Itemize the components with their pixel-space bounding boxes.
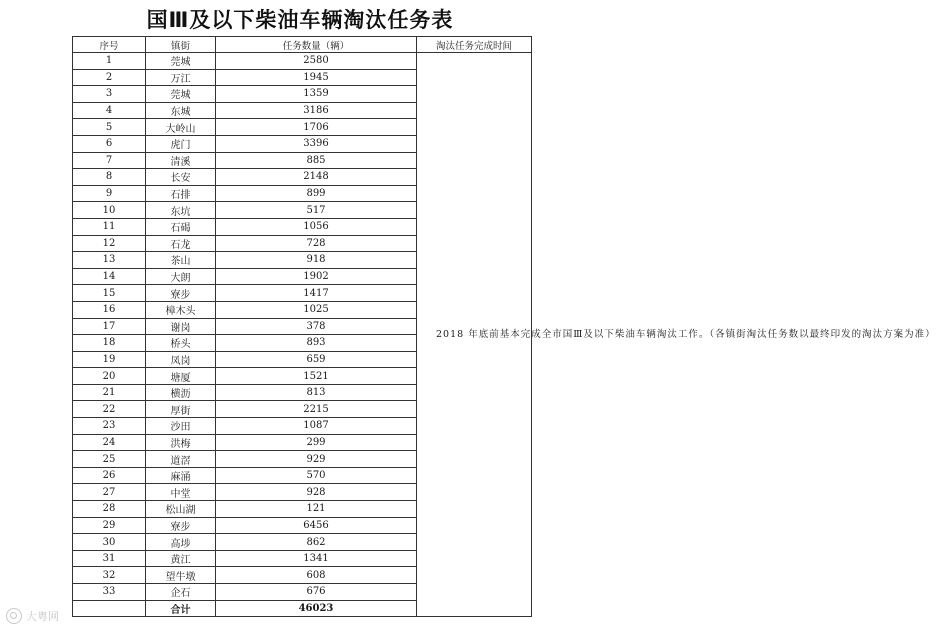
watermark-text: 大粤网	[26, 610, 59, 623]
cell-quantity: 3396	[216, 135, 417, 152]
cell-index: 9	[73, 185, 146, 202]
cell-quantity: 1056	[216, 218, 417, 235]
cell-index: 29	[73, 517, 146, 534]
cell-index: 32	[73, 567, 146, 584]
cell-town: 东坑	[146, 202, 216, 219]
cell-quantity: 929	[216, 451, 417, 468]
cell-town: 寮步	[146, 517, 216, 534]
cell-quantity: 1945	[216, 69, 417, 86]
header-town: 镇街	[146, 37, 216, 53]
cell-town: 莞城	[146, 53, 216, 70]
cell-town: 石碣	[146, 218, 216, 235]
cell-index: 31	[73, 550, 146, 567]
cell-index: 12	[73, 235, 146, 252]
cell-index: 16	[73, 301, 146, 318]
page-title: 国Ⅲ及以下柴油车辆淘汰任务表	[146, 8, 454, 32]
cell-quantity: 918	[216, 252, 417, 269]
cell-quantity: 1359	[216, 86, 417, 103]
cell-quantity: 1902	[216, 268, 417, 285]
table-row	[73, 53, 532, 70]
cell-index: 1	[73, 53, 146, 70]
cell-index: 8	[73, 169, 146, 186]
cell-quantity: 2148	[216, 169, 417, 186]
cell-town: 黄江	[146, 550, 216, 567]
cell-index: 6	[73, 135, 146, 152]
cell-index: 33	[73, 584, 146, 601]
header-quantity: 任务数量（辆）	[216, 37, 417, 53]
cell-town: 茶山	[146, 252, 216, 269]
watermark	[6, 608, 59, 624]
cell-quantity: 1706	[216, 119, 417, 136]
cell-quantity: 299	[216, 434, 417, 451]
cell-quantity: 3186	[216, 102, 417, 119]
cell-town: 万江	[146, 69, 216, 86]
cell-town: 东城	[146, 102, 216, 119]
cell-quantity: 862	[216, 534, 417, 551]
cell-index: 20	[73, 368, 146, 385]
cell-quantity: 6456	[216, 517, 417, 534]
cell-quantity: 813	[216, 384, 417, 401]
cell-index: 7	[73, 152, 146, 169]
cell-index: 4	[73, 102, 146, 119]
cell-quantity: 899	[216, 185, 417, 202]
cell-index: 24	[73, 434, 146, 451]
cell-quantity: 1521	[216, 368, 417, 385]
cell-total-blank	[73, 600, 146, 617]
cell-quantity: 1341	[216, 550, 417, 567]
cell-quantity: 608	[216, 567, 417, 584]
cell-quantity: 885	[216, 152, 417, 169]
cell-quantity: 928	[216, 484, 417, 501]
watermark-logo-icon	[6, 608, 22, 624]
cell-town: 松山湖	[146, 501, 216, 518]
cell-index: 19	[73, 351, 146, 368]
cell-quantity: 517	[216, 202, 417, 219]
cell-index: 27	[73, 484, 146, 501]
cell-remark: 2018 年底前基本完成全市国Ⅲ及以下柴油车辆淘汰工作。（各镇街淘汰任务数以最终印发的淘汰方案为准）	[417, 53, 532, 617]
cell-town: 寮步	[146, 285, 216, 302]
cell-quantity: 659	[216, 351, 417, 368]
cell-index: 22	[73, 401, 146, 418]
cell-town: 厚街	[146, 401, 216, 418]
cell-index: 18	[73, 335, 146, 352]
cell-quantity: 570	[216, 467, 417, 484]
cell-town: 洪梅	[146, 434, 216, 451]
cell-town: 石排	[146, 185, 216, 202]
cell-index: 10	[73, 202, 146, 219]
cell-index: 13	[73, 252, 146, 269]
cell-index: 15	[73, 285, 146, 302]
cell-town: 麻涌	[146, 467, 216, 484]
cell-town: 沙田	[146, 418, 216, 435]
cell-quantity: 1417	[216, 285, 417, 302]
table-body	[73, 53, 936, 617]
cell-town: 长安	[146, 169, 216, 186]
cell-town: 大朗	[146, 268, 216, 285]
cell-town: 塘厦	[146, 368, 216, 385]
cell-index: 28	[73, 501, 146, 518]
cell-town: 中堂	[146, 484, 216, 501]
cell-town: 大岭山	[146, 119, 216, 136]
cell-town: 莞城	[146, 86, 216, 103]
cell-index: 25	[73, 451, 146, 468]
table-header-row	[73, 37, 532, 53]
cell-town: 谢岗	[146, 318, 216, 335]
cell-index: 11	[73, 218, 146, 235]
header-deadline: 淘汰任务完成时间	[417, 37, 532, 53]
cell-total-label: 合计	[146, 600, 216, 617]
cell-total-quantity: 46023	[216, 600, 417, 617]
cell-quantity: 378	[216, 318, 417, 335]
task-table	[72, 36, 936, 617]
cell-index: 23	[73, 418, 146, 435]
cell-town: 望牛墩	[146, 567, 216, 584]
cell-quantity: 1025	[216, 301, 417, 318]
cell-quantity: 893	[216, 335, 417, 352]
cell-town: 凤岗	[146, 351, 216, 368]
cell-index: 5	[73, 119, 146, 136]
header-index: 序号	[73, 37, 146, 53]
cell-town: 横沥	[146, 384, 216, 401]
cell-index: 26	[73, 467, 146, 484]
cell-town: 桥头	[146, 335, 216, 352]
cell-town: 道滘	[146, 451, 216, 468]
cell-quantity: 728	[216, 235, 417, 252]
cell-town: 清溪	[146, 152, 216, 169]
cell-index: 14	[73, 268, 146, 285]
cell-quantity: 1087	[216, 418, 417, 435]
cell-index: 17	[73, 318, 146, 335]
cell-town: 樟木头	[146, 301, 216, 318]
cell-town: 企石	[146, 584, 216, 601]
cell-index: 2	[73, 69, 146, 86]
cell-town: 石龙	[146, 235, 216, 252]
cell-quantity: 121	[216, 501, 417, 518]
cell-index: 21	[73, 384, 146, 401]
cell-quantity: 2215	[216, 401, 417, 418]
cell-town: 虎门	[146, 135, 216, 152]
cell-town: 高埗	[146, 534, 216, 551]
cell-index: 3	[73, 86, 146, 103]
cell-quantity: 2580	[216, 53, 417, 70]
cell-quantity: 676	[216, 584, 417, 601]
cell-index: 30	[73, 534, 146, 551]
